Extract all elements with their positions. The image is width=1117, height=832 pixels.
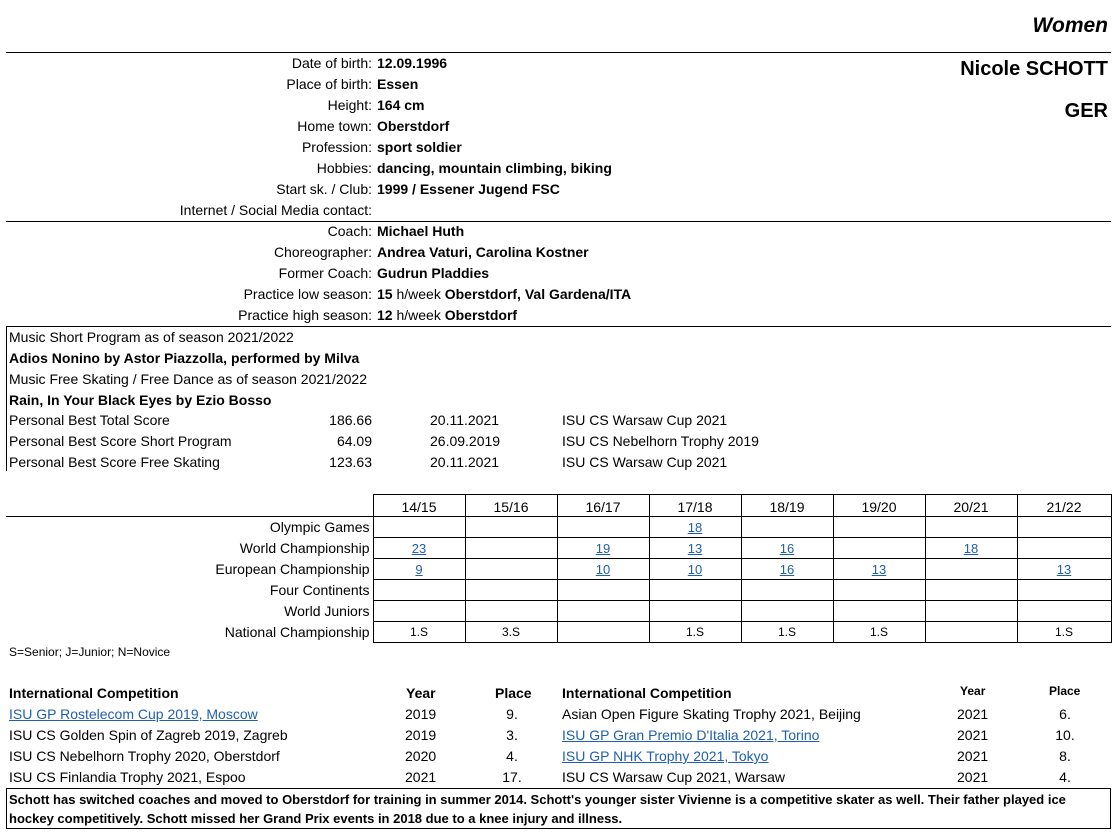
- pb-event: ISU CS Nebelhorn Trophy 2019: [562, 433, 759, 449]
- result-link[interactable]: 13: [871, 561, 887, 577]
- results-cell: [833, 622, 925, 643]
- practice-hours: 12: [377, 307, 393, 323]
- bio-label: Hobbies:: [316, 160, 372, 176]
- intl-year: 2021: [957, 748, 989, 764]
- results-cell: [925, 517, 1017, 538]
- result-link[interactable]: 16: [779, 540, 795, 556]
- intl-year: 2021: [957, 727, 989, 743]
- season-header: 15/16: [465, 495, 557, 517]
- results-cell: [465, 517, 557, 538]
- result-link[interactable]: 19: [595, 540, 611, 556]
- season-header: 16/17: [557, 495, 649, 517]
- intl-year: 2021: [957, 769, 989, 785]
- results-cell: [557, 601, 649, 622]
- pb-score: 64.09: [336, 433, 372, 449]
- results-cell: [1017, 601, 1111, 622]
- results-cell: [373, 622, 465, 643]
- practice-value: [377, 307, 517, 323]
- intl-year: 2019: [405, 727, 437, 743]
- bio-label: Date of birth:: [291, 55, 372, 71]
- practice-place: Oberstdorf, Val Gardena/ITA: [444, 286, 632, 302]
- result-link[interactable]: 18: [963, 540, 979, 556]
- results-cell: [1017, 580, 1111, 601]
- results-cell: [925, 538, 1017, 559]
- results-cell: [465, 559, 557, 580]
- result-value: 1.S: [685, 625, 704, 639]
- result-link[interactable]: 16: [779, 561, 795, 577]
- results-row: [6, 580, 1111, 601]
- intl-competition[interactable]: ISU GP Gran Premio D'Italia 2021, Torino: [562, 727, 820, 743]
- intl-competition: ISU CS Finlandia Trophy 2021, Espoo: [9, 769, 246, 785]
- coaching-value: Michael Huth: [377, 223, 465, 239]
- notes-text: Schott has switched coaches and moved to Oberstdorf for training in summer 2014. Schott's younger sister Vivienne is a competitive skater as well. Their father played ice hockey competitively. Schott missed her Grand Prix events in 2018 due to a knee injury and illness.: [9, 792, 1066, 826]
- result-value: 1.S: [777, 625, 796, 639]
- bio-label: Height:: [327, 97, 372, 113]
- results-cell: [833, 580, 925, 601]
- coaching-label: Former Coach:: [278, 265, 372, 281]
- intl-place: 8.: [1059, 748, 1071, 764]
- results-cell: [741, 622, 833, 643]
- intl-place: 17.: [502, 769, 522, 785]
- intl-header-year: Year: [960, 684, 986, 698]
- intl-place: 10.: [1055, 727, 1075, 743]
- music-free-title: Rain, In Your Black Eyes by Ezio Bosso: [9, 392, 272, 408]
- intl-year: 2019: [405, 706, 437, 722]
- bio-value: Essen: [377, 76, 419, 92]
- pb-label: Personal Best Score Free Skating: [9, 454, 220, 470]
- results-cell: [649, 601, 741, 622]
- results-event: World Juniors: [6, 601, 373, 622]
- intl-place: 4.: [506, 748, 518, 764]
- season-header: 19/20: [833, 495, 925, 517]
- practice-unit: h/week: [396, 307, 441, 323]
- music-free-label: Music Free Skating / Free Dance as of season 2021/2022: [9, 371, 367, 387]
- result-value: 1.S: [869, 625, 888, 639]
- results-cell: [465, 538, 557, 559]
- results-cell: [741, 517, 833, 538]
- result-link[interactable]: 10: [595, 561, 611, 577]
- intl-place: 9.: [506, 706, 518, 722]
- result-link[interactable]: 13: [1056, 561, 1072, 577]
- intl-header-competition: International Competition: [9, 685, 179, 701]
- bio-label: Home town:: [297, 118, 372, 134]
- results-cell: [741, 601, 833, 622]
- result-link[interactable]: 13: [687, 540, 703, 556]
- results-cell: [925, 559, 1017, 580]
- pb-event: ISU CS Warsaw Cup 2021: [562, 412, 728, 428]
- pb-event: ISU CS Warsaw Cup 2021: [562, 454, 728, 470]
- results-event: National Championship: [6, 622, 373, 643]
- season-header: 21/22: [1017, 495, 1111, 517]
- results-cell: [373, 517, 465, 538]
- intl-year: 2021: [957, 706, 989, 722]
- intl-header-year: Year: [406, 685, 436, 701]
- athlete-country: GER: [1064, 100, 1108, 122]
- pb-label: Personal Best Total Score: [9, 412, 170, 428]
- results-cell: [649, 517, 741, 538]
- bio-value: sport soldier: [377, 139, 462, 155]
- intl-place: 3.: [506, 727, 518, 743]
- pb-date: 20.11.2021: [430, 412, 500, 428]
- results-cell: [557, 517, 649, 538]
- result-link[interactable]: 23: [411, 540, 427, 556]
- intl-header-place: Place: [495, 685, 532, 701]
- results-cell: [557, 538, 649, 559]
- results-cell: [465, 601, 557, 622]
- intl-competition[interactable]: ISU GP NHK Trophy 2021, Tokyo: [562, 748, 769, 764]
- intl-competition: ISU CS Nebelhorn Trophy 2020, Oberstdorf: [9, 748, 280, 764]
- music-short-label: Music Short Program as of season 2021/2022: [9, 329, 294, 345]
- pb-date: 20.11.2021: [430, 454, 500, 470]
- coaching-label: Choreographer:: [273, 244, 372, 260]
- result-value: 1.S: [409, 625, 428, 639]
- results-cell: [1017, 517, 1111, 538]
- result-link[interactable]: 18: [687, 519, 703, 535]
- pb-score: 186.66: [329, 412, 372, 428]
- results-cell: [1017, 559, 1111, 580]
- results-cell: [1017, 538, 1111, 559]
- results-cell: [741, 538, 833, 559]
- results-corner: [6, 495, 373, 517]
- music-short-title: Adios Nonino by Astor Piazzolla, performed by Milva: [9, 350, 360, 366]
- results-cell: [557, 559, 649, 580]
- results-table: [6, 494, 1112, 643]
- results-cell: [741, 580, 833, 601]
- results-cell: [373, 601, 465, 622]
- bio-value: dancing, mountain climbing, biking: [377, 160, 612, 176]
- practice-place: Oberstdorf: [444, 307, 518, 323]
- bio-label: Internet / Social Media contact:: [179, 202, 372, 218]
- pb-score: 123.63: [329, 454, 372, 470]
- coaching-label: Practice high season:: [238, 307, 372, 323]
- intl-place: 4.: [1059, 769, 1071, 785]
- results-cell: [649, 559, 741, 580]
- athlete-name: Nicole SCHOTT: [960, 58, 1108, 80]
- bio-label: Start sk. / Club:: [276, 181, 372, 197]
- intl-place: 6.: [1059, 706, 1071, 722]
- practice-unit: h/week: [396, 286, 441, 302]
- bio-label: Place of birth:: [286, 76, 372, 92]
- results-cell: [557, 622, 649, 643]
- results-event: Olympic Games: [6, 517, 373, 538]
- season-header: 18/19: [741, 495, 833, 517]
- results-event: European Championship: [6, 559, 373, 580]
- coaching-divider: [6, 326, 1111, 327]
- coaching-value: Gudrun Pladdies: [377, 265, 490, 281]
- practice-value: [377, 286, 631, 302]
- result-link[interactable]: 9: [415, 561, 423, 577]
- results-cell: [833, 517, 925, 538]
- intl-header-competition: International Competition: [562, 685, 732, 701]
- results-cell: [557, 580, 649, 601]
- results-row: [6, 622, 1111, 643]
- results-cell: [649, 580, 741, 601]
- result-link[interactable]: 10: [687, 561, 703, 577]
- intl-competition[interactable]: ISU GP Rostelecom Cup 2019, Moscow: [9, 706, 258, 722]
- result-value: 3.S: [501, 625, 520, 639]
- results-cell: [925, 622, 1017, 643]
- coaching-value: Andrea Vaturi, Carolina Kostner: [377, 244, 589, 260]
- intl-header-place: Place: [1049, 684, 1081, 698]
- results-row: [6, 538, 1111, 559]
- results-cell: [1017, 622, 1111, 643]
- pb-label: Personal Best Score Short Program: [9, 433, 232, 449]
- results-cell: [649, 622, 741, 643]
- intl-competition: ISU CS Golden Spin of Zagreb 2019, Zagreb: [9, 727, 288, 743]
- bio-value: 12.09.1996: [377, 55, 448, 71]
- results-cell: [833, 559, 925, 580]
- results-cell: [925, 580, 1017, 601]
- season-header: 14/15: [373, 495, 465, 517]
- bio-value: 1999 / Essener Jugend FSC: [377, 181, 560, 197]
- season-header: 17/18: [649, 495, 741, 517]
- results-cell: [373, 538, 465, 559]
- practice-hours: 15: [377, 286, 393, 302]
- header-divider: [6, 52, 1111, 53]
- coaching-label: Coach:: [327, 223, 372, 239]
- bio-divider: [6, 221, 1111, 222]
- results-cell: [373, 580, 465, 601]
- results-legend: S=Senior; J=Junior; N=Novice: [9, 645, 171, 659]
- results-cell: [465, 622, 557, 643]
- results-cell: [925, 601, 1017, 622]
- pb-date: 26.09.2019: [430, 433, 501, 449]
- results-event: Four Continents: [6, 580, 373, 601]
- intl-competition: Asian Open Figure Skating Trophy 2021, Beijing: [562, 706, 861, 722]
- results-cell: [833, 538, 925, 559]
- results-cell: [465, 580, 557, 601]
- bio-value: Oberstdorf: [377, 118, 450, 134]
- results-cell: [741, 559, 833, 580]
- season-header: 20/21: [925, 495, 1017, 517]
- intl-year: 2021: [405, 769, 437, 785]
- results-row: [6, 601, 1111, 622]
- results-cell: [833, 601, 925, 622]
- results-row: [6, 559, 1111, 580]
- results-row: [6, 517, 1111, 538]
- bio-label: Profession:: [301, 139, 372, 155]
- bio-value: 164 cm: [377, 97, 425, 113]
- result-value: 1.S: [1054, 625, 1073, 639]
- results-cell: [649, 538, 741, 559]
- results-event: World Championship: [6, 538, 373, 559]
- intl-competition: ISU CS Warsaw Cup 2021, Warsaw: [562, 769, 786, 785]
- category-title: Women: [1032, 14, 1108, 37]
- results-cell: [373, 559, 465, 580]
- coaching-label: Practice low season:: [243, 286, 372, 302]
- intl-year: 2020: [405, 748, 437, 764]
